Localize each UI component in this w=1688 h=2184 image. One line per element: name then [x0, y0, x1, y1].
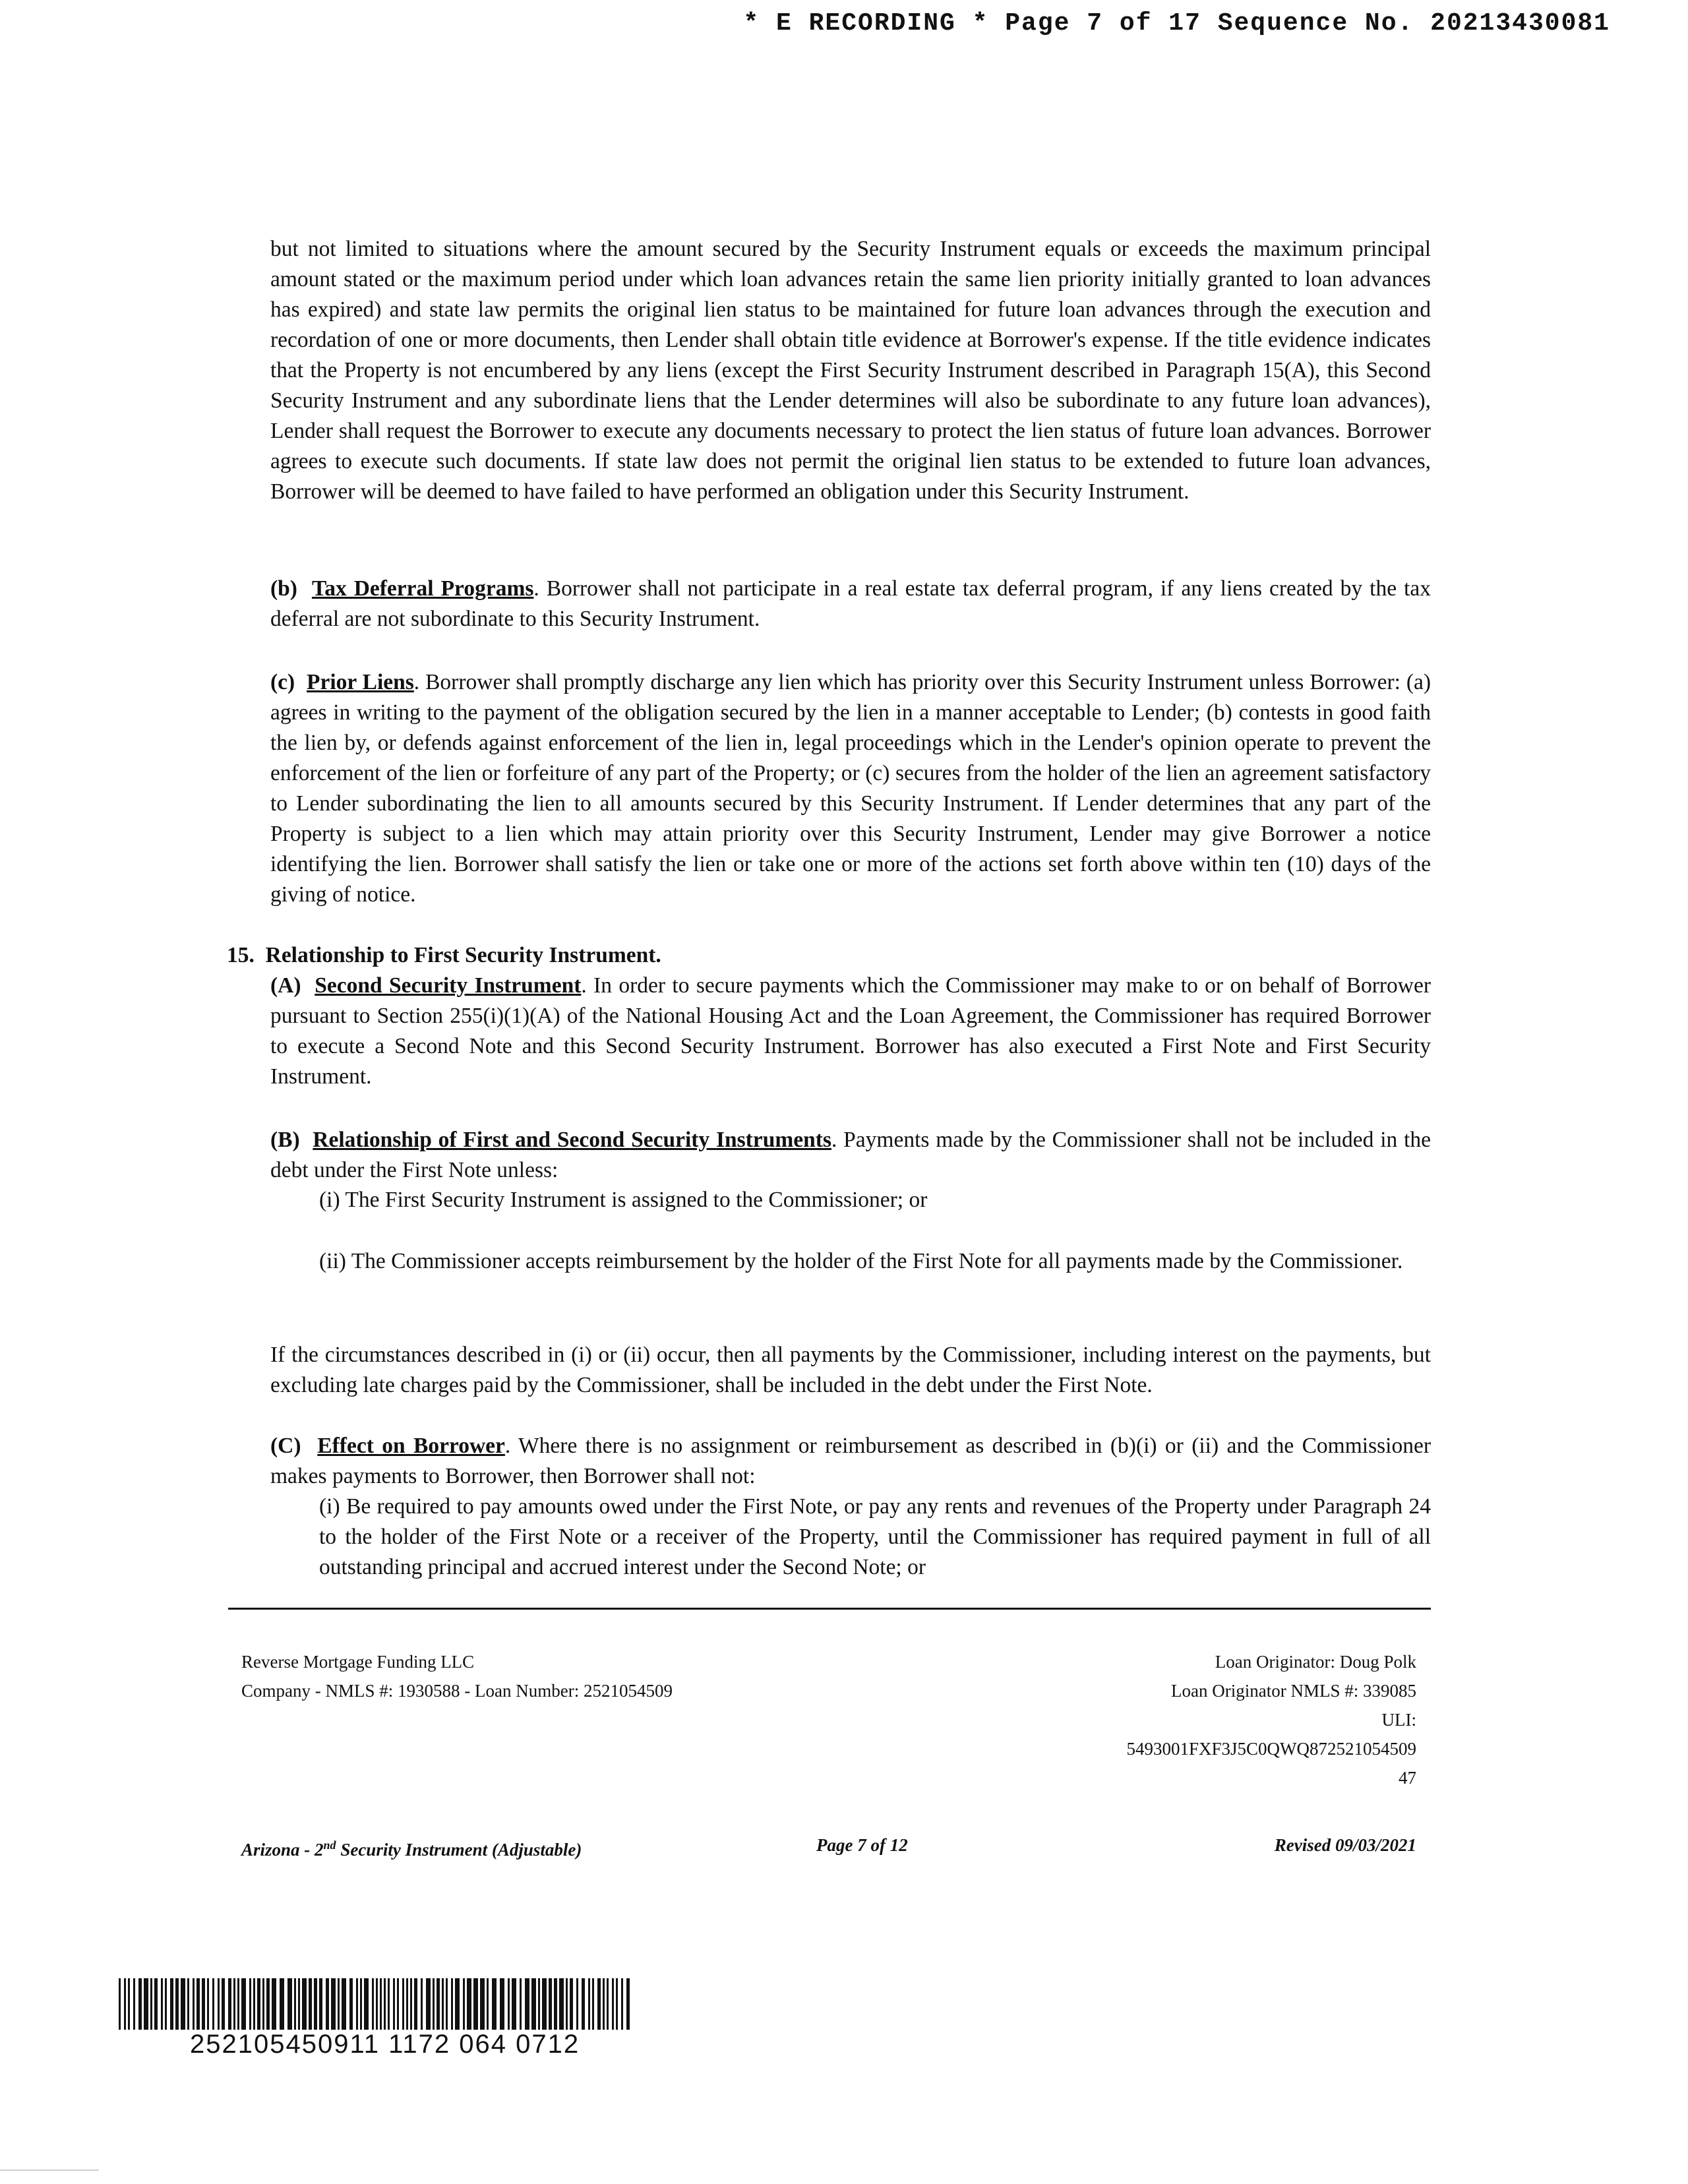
barcode-bar [218, 1978, 220, 2030]
barcode-bar [612, 1978, 614, 2030]
circumstances-paragraph: If the circumstances described in (i) or (ii) occur, then all payments by the Commissioner, including interest on the payments, but excluding late charges paid by the Commissioner, shall be included in the debt under the First Note. [270, 1343, 1431, 1397]
barcode-bar [384, 1978, 386, 2030]
footer-divider [228, 1608, 1431, 1610]
section-A-title: Second Security Instrument [315, 973, 582, 998]
barcode-bar [414, 1978, 417, 2030]
barcode-bar [349, 1978, 353, 2030]
barcode-bar [566, 1978, 568, 2030]
barcode-bar [257, 1978, 260, 2030]
uli-suffix: 47 [1399, 1768, 1416, 1788]
barcode-bar [241, 1978, 246, 2030]
barcode-bar [119, 1978, 121, 2030]
section-C-item-i: (i) Be required to pay amounts owed under the First Note, or pay any rents and revenues of the Property under Paragraph 24 to the holder of the First Note or a receiver of the Property, until the Commissioner has required payment in full of all outstanding principal and accrued interest under the Second Note; or [319, 1494, 1431, 1579]
barcode-bar [559, 1978, 564, 2030]
barcode-bar [298, 1978, 300, 2030]
barcode-bar [626, 1978, 630, 2030]
section-A-text: . In order to secure payments which the Commissioner may make to or on behalf of Borrower pursuant to Section 255(i)(1)(A) of the National Housing Act and the Loan Agreement, the Commissioner has required Borrower to execute a Second Note and this Second Security Instrument. Borrower has also executed a First Note and First Security Instrument. [270, 973, 1432, 1089]
section-B-item-ii: (ii) The Commissioner accepts reimbursement by the holder of the First Note for all payments made by the Commissioner. [319, 1249, 1403, 1273]
barcode-bar [388, 1978, 390, 2030]
barcode-bar [380, 1978, 382, 2030]
barcode-bar [331, 1978, 336, 2030]
section-C-title: Effect on Borrower [317, 1434, 505, 1458]
barcode-bar [592, 1978, 594, 2030]
barcode-bar [272, 1978, 276, 2030]
barcode-bar [222, 1978, 225, 2030]
section-A [270, 971, 1431, 1092]
section-b-text: . Borrower shall not participate in a real estate tax deferral program, if any liens created by the tax deferral are not subordinate to this Security Instrument. [270, 576, 1431, 631]
revised-date: Revised 09/03/2021 [1274, 1835, 1416, 1855]
section-c [270, 667, 1431, 910]
barcode-bar [525, 1978, 529, 2030]
barcode-bar [492, 1978, 497, 2030]
barcode-bar [538, 1978, 540, 2030]
barcode-bar [397, 1978, 399, 2030]
barcode-bar [266, 1978, 270, 2030]
barcode-bar [212, 1978, 214, 2030]
barcode-bar [165, 1978, 167, 2030]
barcode-bar [154, 1978, 158, 2030]
barcode-bar [446, 1978, 448, 2030]
barcode-bar [582, 1978, 585, 2030]
barcode-bar [467, 1978, 471, 2030]
footer-right [1126, 1647, 1416, 1792]
section-b-label: (b) [270, 576, 297, 601]
barcode-bar [187, 1978, 189, 2030]
section-C [270, 1431, 1431, 1492]
uli-label: ULI: [1381, 1710, 1416, 1730]
barcode-bar [402, 1978, 404, 2030]
barcode-bar [451, 1978, 453, 2030]
barcode-bar [202, 1978, 205, 2030]
barcode-bar [138, 1978, 142, 2030]
barcode-bar [360, 1978, 362, 2030]
company-name: Reverse Mortgage Funding LLC [241, 1652, 475, 1672]
barcode-bar [372, 1978, 374, 2030]
section-C-label: (C) [270, 1434, 301, 1458]
page-number: Page 7 of 12 [816, 1835, 908, 1855]
section-c-text: . Borrower shall promptly discharge any lien which has priority over this Security Instrument unless Borrower: (a) agrees in writing to the payment of the obligation secured by the lien in a manner acceptable to Lender; (b) contests in good faith the lien by, or defends against enforcement of the lien in, legal proceedings which in the Lender's opinion operate to prevent the enforcement of the lien or forfeiture of any part of the Property; or (c) secures from the holder of the lien an agreement satisfactory to Lender subordinating the lien to all amounts secured by this Security Instrument. If Lender determines that any part of the Property is subject to a lien which may attain priority over this Security Instrument, Lender may give Borrower a notice identifying the lien. Borrower shall satisfy the lien or take one or more of the actions set forth above within ten (10) days of the giving of notice. [270, 670, 1432, 907]
barcode-bar [128, 1978, 130, 2030]
barcode-bar [161, 1978, 163, 2030]
barcode-bar [193, 1978, 195, 2030]
section-A-label: (A) [270, 973, 301, 998]
barcode-bar [262, 1978, 264, 2030]
barcode-bar [233, 1978, 235, 2030]
barcode-bar [249, 1978, 251, 2030]
barcode-bar [309, 1978, 312, 2030]
section-15-number: 15. [227, 943, 255, 967]
barcode-bar [237, 1978, 239, 2030]
barcode-bar [150, 1978, 152, 2030]
barcode-bar [133, 1978, 135, 2030]
section-B-text: . Payments made by the Commissioner shall not be included in the debt under the First Note unless: [270, 1128, 1432, 1182]
barcode-bar [570, 1978, 573, 2030]
barcode-bar [314, 1978, 317, 2030]
barcode-bar [442, 1978, 444, 2030]
paragraph-continuation: but not limited to situations where the amount secured by the Security Instrument equals or exceeds the maximum principal amount stated or the maximum period under which loan advances retain the same lien priority initially granted to loan advances has expired) and state law permits the original lien status to be maintained for future loan advances through the execution and recordation of one or more documents, then Lender shall obtain title evidence at Borrower's expense. If the title evidence indicates that the Property is not encumbered by any liens (except the First Security Instrument described in Paragraph 15(A), this Second Security Instrument and any subordinate liens that the Lender determines will also be subordinate to any future loan advances), Lender shall request the Borrower to execute any documents necessary to protect the lien status of future loan advances. Borrower agrees to execute such documents. If state law does not permit the original lien status to be extended to future loan advances, Borrower will be deemed to have failed to have performed an obligation under this Security Instrument. [270, 237, 1431, 504]
barcode-bar [500, 1978, 504, 2030]
barcode-bar [342, 1978, 346, 2030]
barcode-bar [364, 1978, 369, 2030]
recording-header: * E RECORDING * Page 7 of 17 Sequence No. 20213430081 [743, 9, 1610, 38]
barcode-bar [554, 1978, 557, 2030]
barcode-bar [410, 1978, 412, 2030]
barcode-bar [302, 1978, 307, 2030]
barcode-bar [597, 1978, 601, 2030]
section-c-label: (c) [270, 670, 295, 694]
barcode-bar [512, 1978, 516, 2030]
barcode-bar [287, 1978, 292, 2030]
barcode-bar [520, 1978, 522, 2030]
barcode-bar [542, 1978, 547, 2030]
barcode-bar [621, 1978, 623, 2030]
barcode-bar [196, 1978, 200, 2030]
footer-left [241, 1647, 673, 1705]
barcode-bar [406, 1978, 408, 2030]
section-C-text: . Where there is no assignment or reimbursement as described in (b)(i) or (ii) and the Commissioner makes payments to Borrower, then Borrower shall not: [270, 1434, 1432, 1488]
barcode-bar [576, 1978, 578, 2030]
barcode-bar [124, 1978, 126, 2030]
barcode-bar [356, 1978, 358, 2030]
section-15-heading [227, 940, 1431, 971]
company-nmls: Company - NMLS #: 1930588 - Loan Number: 2521054509 [241, 1681, 673, 1701]
barcode-bar [455, 1978, 460, 2030]
barcode-bar [170, 1978, 173, 2030]
barcode-bar [433, 1978, 435, 2030]
barcode-bar [508, 1978, 510, 2030]
barcode-bar [207, 1978, 209, 2030]
section-B-item-i: (i) The First Security Instrument is assigned to the Commissioner; or [319, 1188, 928, 1212]
loan-originator: Loan Originator: Doug Polk [1215, 1652, 1416, 1672]
barcode-bar [437, 1978, 440, 2030]
barcode-bar [426, 1978, 431, 2030]
form-title: Arizona - 2nd Security Instrument (Adjustable) [241, 1838, 582, 1860]
barcode-bar [421, 1978, 423, 2030]
barcode-bar [531, 1978, 536, 2030]
barcode-bar [253, 1978, 255, 2030]
barcode-bar [549, 1978, 552, 2030]
barcode-bar [144, 1978, 148, 2030]
document-body [270, 234, 1431, 507]
barcode-bar [319, 1978, 322, 2030]
barcode-bar [175, 1978, 179, 2030]
section-b-title: Tax Deferral Programs [311, 576, 534, 601]
section-c-title: Prior Liens [307, 670, 414, 694]
barcode-bar [616, 1978, 618, 2030]
section-b [270, 574, 1431, 634]
barcode-bar [294, 1978, 296, 2030]
barcode-bar [393, 1978, 395, 2030]
barcode-bar [607, 1978, 609, 2030]
barcode-bar [338, 1978, 340, 2030]
barcode [119, 1978, 633, 2030]
section-15-title: Relationship to First Security Instrument. [265, 943, 661, 967]
barcode-bar [376, 1978, 378, 2030]
barcode-bar [181, 1978, 185, 2030]
barcode-bar [463, 1978, 465, 2030]
barcode-bar [228, 1978, 231, 2030]
section-B [270, 1125, 1431, 1186]
loan-originator-nmls: Loan Originator NMLS #: 339085 [1171, 1681, 1416, 1701]
barcode-bar [473, 1978, 478, 2030]
uli-value: 5493001FXF3J5C0QWQ872521054509 [1126, 1739, 1416, 1759]
barcode-bar [280, 1978, 284, 2030]
barcode-bar [487, 1978, 489, 2030]
barcode-bar [588, 1978, 590, 2030]
barcode-bar [326, 1978, 329, 2030]
section-B-label: (B) [270, 1128, 300, 1152]
barcode-number: 252105450911 1172 064 0712 [190, 2030, 580, 2059]
page-edge-line [0, 2169, 99, 2171]
barcode-bar [480, 1978, 485, 2030]
barcode-bar [603, 1978, 605, 2030]
section-B-title: Relationship of First and Second Security Instruments [313, 1128, 831, 1152]
